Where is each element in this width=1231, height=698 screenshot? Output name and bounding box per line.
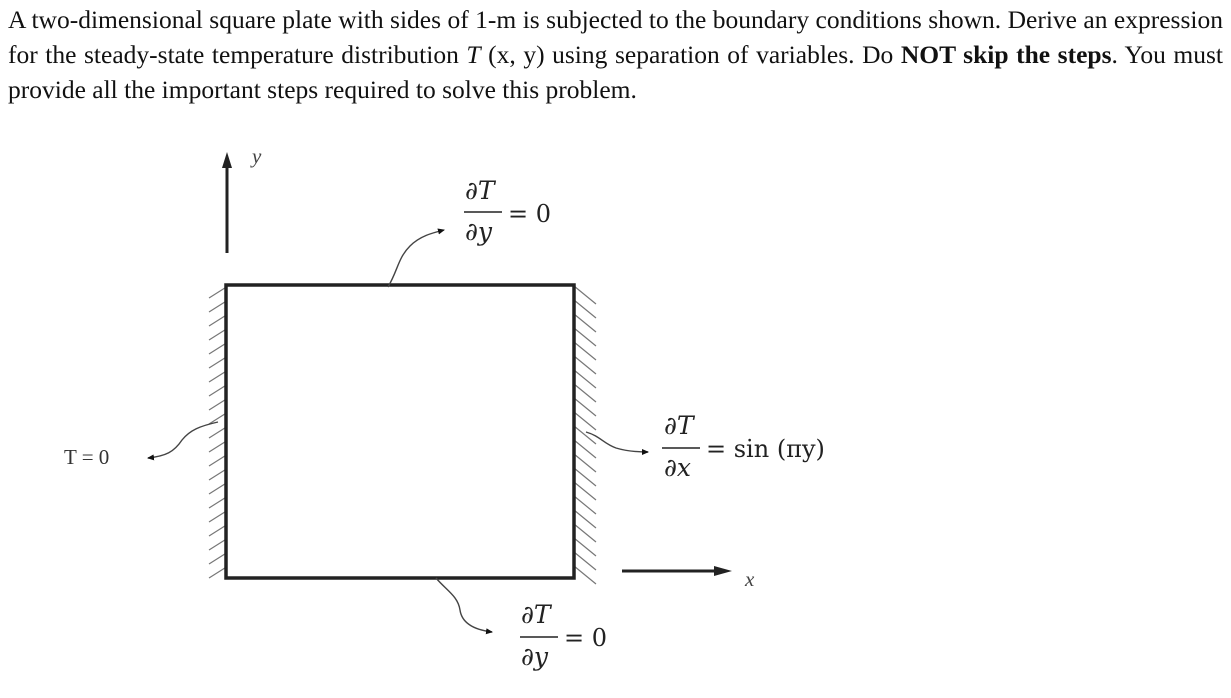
left-bc-text: T = 0 (64, 445, 110, 469)
y-axis-label: y (252, 144, 262, 168)
problem-emphasis: NOT skip the steps (900, 40, 1112, 69)
bottom-bc-numerator: ∂T (521, 600, 551, 629)
bottom-boundary-condition (520, 600, 607, 671)
top-boundary-condition (464, 176, 551, 246)
problem-part1: A two-dimensional square plate with sides of 1-m is subjected to the boundary conditions shown. Derive an expression for the steady-state temperature distribution (8, 5, 1223, 69)
y-axis (222, 152, 232, 253)
right-leader (586, 432, 648, 452)
square-plate (226, 285, 574, 578)
right-bc-rhs: = sin (πy) (706, 435, 825, 463)
top-leader (388, 230, 444, 287)
x-axis-label: x (745, 567, 755, 591)
bottom-bc-denominator: ∂y (521, 642, 549, 671)
right-boundary-condition (662, 411, 825, 482)
problem-part3: . You must provide all the important steps required to solve this problem. (8, 40, 1224, 104)
top-bc-denominator: ∂y (465, 217, 493, 246)
temperature-args: (x, y) (480, 40, 545, 69)
bottom-bc-rhs: = 0 (564, 624, 608, 652)
left-leader (148, 422, 218, 458)
top-bc-numerator: ∂T (465, 176, 495, 205)
top-bc-rhs: = 0 (508, 200, 552, 228)
bottom-leader (436, 578, 492, 632)
temperature-symbol: T (466, 40, 481, 69)
problem-part2: using separation of variables. Do (544, 40, 901, 69)
right-bc-numerator: ∂T (664, 411, 694, 440)
x-axis (622, 566, 732, 576)
right-bc-denominator: ∂x (664, 453, 692, 482)
